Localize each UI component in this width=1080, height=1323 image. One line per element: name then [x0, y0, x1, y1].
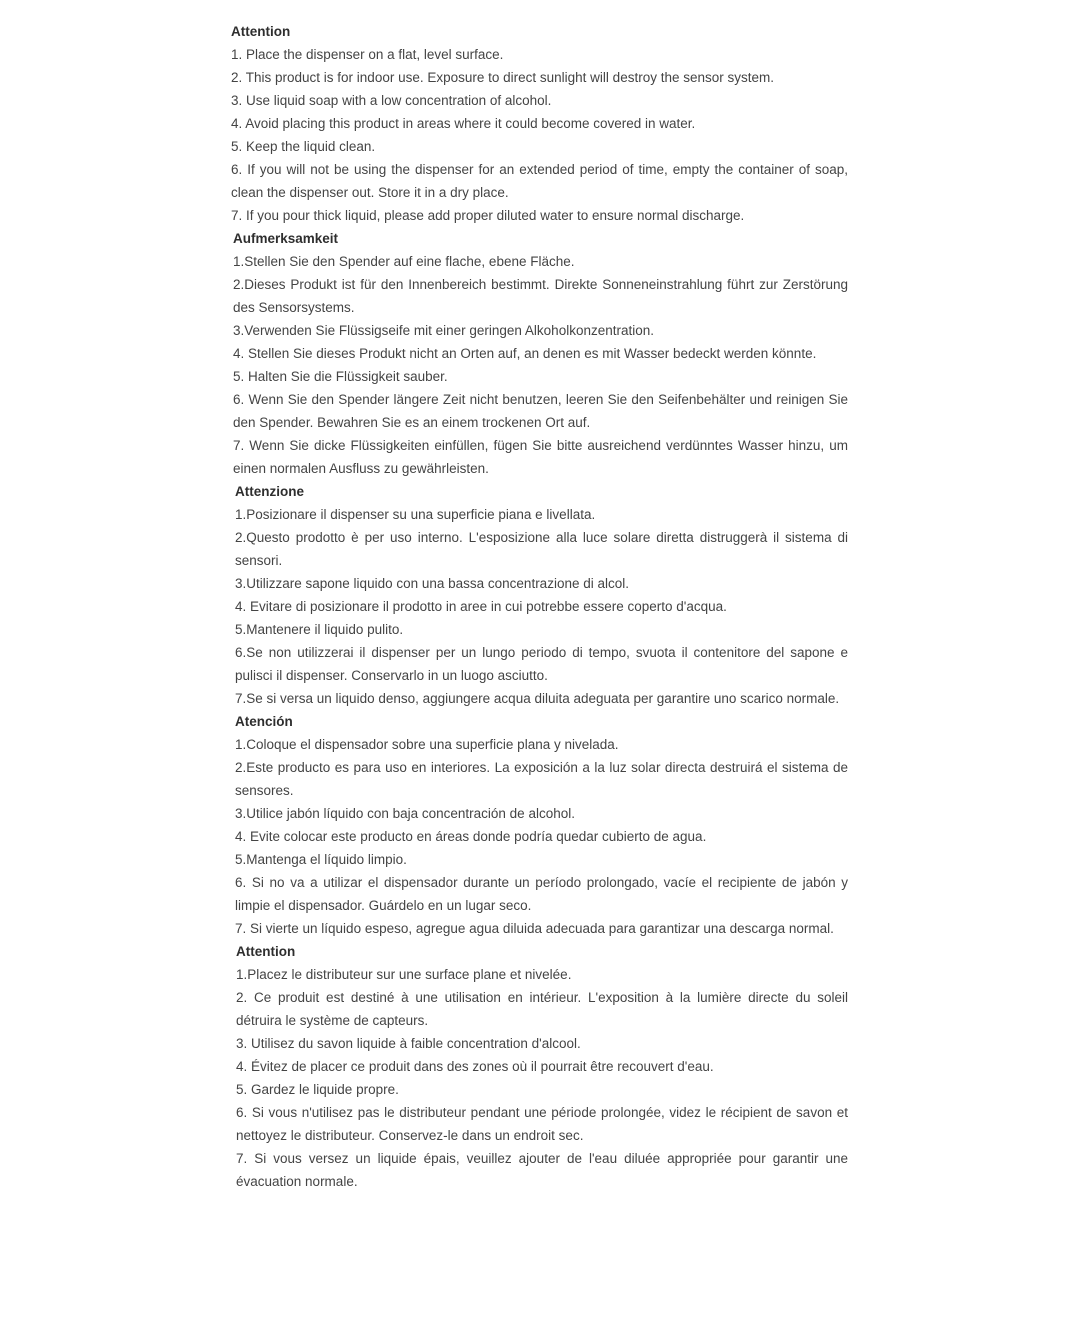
list-item: 5.Mantenere il liquido pulito.: [235, 622, 404, 637]
list-item: 1.Posizionare il dispenser su una superficie piana e livellata.: [235, 507, 596, 522]
list-item: 5. Halten Sie die Flüssigkeit sauber.: [233, 369, 448, 384]
list-item: 3.Utilice jabón líquido con baja concentración de alcohol.: [235, 806, 575, 821]
list-item: 2.Dieses Produkt ist für den Innenbereich bestimmt. Direkte Sonneneinstrahlung führt zur Zerstörung des Sensorsystems.: [233, 277, 848, 315]
list-item: 4. Evitare di posizionare il prodotto in aree in cui potrebbe essere coperto d'acqua.: [235, 599, 727, 614]
list-item: 6. Si no va a utilizar el dispensador durante un período prolongado, vacíe el recipiente de jabón y limpie el dispensador. Guárdelo en un lugar seco.: [235, 875, 848, 913]
section-title-french: Attention: [236, 944, 296, 959]
list-item: 5.Mantenga el líquido limpio.: [235, 852, 407, 867]
list-italian: [235, 503, 848, 710]
section-title-italian: Attenzione: [235, 484, 304, 499]
list-item: 7. Si vous versez un liquide épais, veuillez ajouter de l'eau diluée appropriée pour garantir une évacuation normale.: [236, 1151, 848, 1189]
section-spanish: [231, 710, 848, 940]
list-item: 6.Se non utilizzerai il dispenser per un lungo periodo di tempo, svuota il contenitore del sapone e pulisci il dispenser. Conservarlo in un luogo asciutto.: [235, 645, 848, 683]
section-english: [231, 20, 848, 227]
list-item: 2. Ce produit est destiné à une utilisation en intérieur. L'exposition à la lumière directe du soleil détruira le système de capteurs.: [236, 990, 848, 1028]
list-item: 7. Wenn Sie dicke Flüssigkeiten einfüllen, fügen Sie bitte ausreichend verdünntes Wasser hinzu, um einen normalen Ausfluss zu gewährleisten.: [233, 438, 848, 476]
list-item: 6. If you will not be using the dispenser for an extended period of time, empty the container of soap, clean the dispenser out. Store it in a dry place.: [231, 162, 848, 200]
list-item: 2.Este producto es para uso en interiores. La exposición a la luz solar directa destruirá el sistema de sensores.: [235, 760, 848, 798]
list-item: 2. This product is for indoor use. Exposure to direct sunlight will destroy the sensor system.: [231, 70, 774, 85]
list-item: 4. Evite colocar este producto en áreas donde podría quedar cubierto de agua.: [235, 829, 707, 844]
section-italian: [231, 480, 848, 710]
section-title-spanish: Atención: [235, 714, 293, 729]
list-item: 3. Use liquid soap with a low concentration of alcohol.: [231, 93, 552, 108]
section-french: [231, 940, 848, 1193]
list-item: 6. Wenn Sie den Spender längere Zeit nicht benutzen, leeren Sie den Seifenbehälter und reinigen Sie den Spender. Bewahren Sie es an einem trockenen Ort auf.: [233, 392, 848, 430]
list-item: 6. Si vous n'utilisez pas le distributeur pendant une période prolongée, videz le récipient de savon et nettoyez le distributeur. Conservez-le dans un endroit sec.: [236, 1105, 848, 1143]
list-item: 1.Placez le distributeur sur une surface plane et nivelée.: [236, 967, 572, 982]
list-item: 3.Verwenden Sie Flüssigseife mit einer geringen Alkoholkonzentration.: [233, 323, 654, 338]
list-item: 7.Se si versa un liquido denso, aggiungere acqua diluita adeguata per garantire uno scarico normale.: [235, 691, 840, 706]
list-item: 7. If you pour thick liquid, please add proper diluted water to ensure normal discharge.: [231, 208, 745, 223]
list-item: 1. Place the dispenser on a flat, level surface.: [231, 47, 504, 62]
section-german: [231, 227, 848, 480]
list-item: 2.Questo prodotto è per uso interno. L'esposizione alla luce solare diretta distruggerà il sistema di sensori.: [235, 530, 848, 568]
list-english: [231, 43, 848, 227]
list-item: 4. Évitez de placer ce produit dans des zones où il pourrait être recouvert d'eau.: [236, 1059, 714, 1074]
list-spanish: [235, 733, 848, 940]
list-item: 1.Stellen Sie den Spender auf eine flache, ebene Fläche.: [233, 254, 575, 269]
list-german: [233, 250, 848, 480]
instruction-document: [231, 20, 848, 1193]
section-title-german: Aufmerksamkeit: [233, 231, 339, 246]
list-item: 4. Stellen Sie dieses Produkt nicht an Orten auf, an denen es mit Wasser bedeckt werden könnte.: [233, 346, 817, 361]
list-french: [236, 963, 848, 1193]
list-item: 1.Coloque el dispensador sobre una superficie plana y nivelada.: [235, 737, 619, 752]
list-item: 3. Utilisez du savon liquide à faible concentration d'alcool.: [236, 1036, 581, 1051]
list-item: 5. Keep the liquid clean.: [231, 139, 376, 154]
list-item: 7. Si vierte un líquido espeso, agregue agua diluida adecuada para garantizar una descarga normal.: [235, 921, 834, 936]
list-item: 4. Avoid placing this product in areas where it could become covered in water.: [231, 116, 696, 131]
section-title-english: Attention: [231, 24, 291, 39]
list-item: 5. Gardez le liquide propre.: [236, 1082, 399, 1097]
list-item: 3.Utilizzare sapone liquido con una bassa concentrazione di alcol.: [235, 576, 629, 591]
